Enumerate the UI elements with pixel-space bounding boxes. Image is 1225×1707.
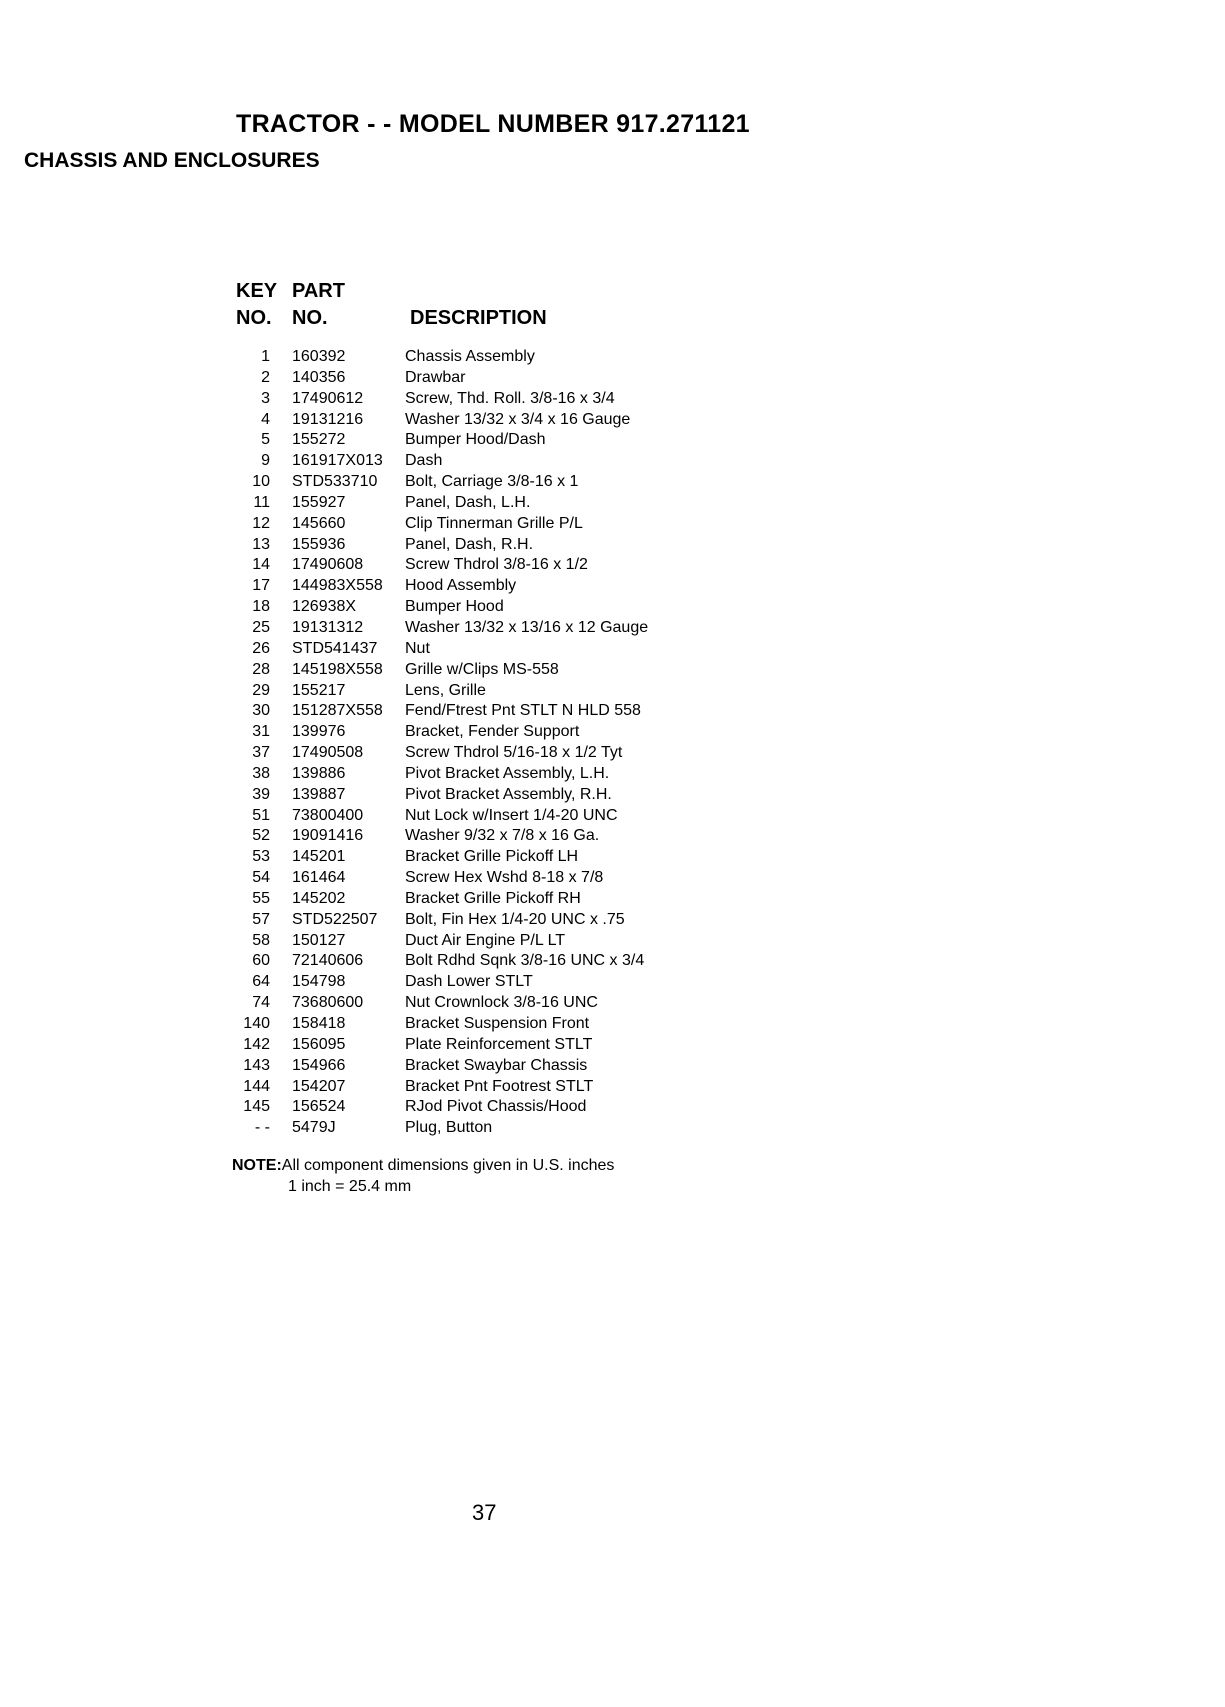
key-no: 3 bbox=[261, 389, 270, 407]
description: Screw Thdrol 5/16-18 x 1/2 Tyt bbox=[405, 744, 623, 762]
key-no: 14 bbox=[252, 556, 270, 574]
part-no: 139976 bbox=[292, 723, 346, 741]
key-no: 26 bbox=[252, 639, 270, 657]
part-no: 161464 bbox=[292, 869, 346, 887]
key-no: 29 bbox=[252, 681, 270, 699]
key-no: 25 bbox=[252, 618, 270, 636]
section-title: CHASSIS AND ENCLOSURES bbox=[24, 149, 320, 172]
description: Bracket, Fender Support bbox=[405, 723, 580, 741]
part-no: 145660 bbox=[292, 514, 346, 532]
description: Drawbar bbox=[405, 368, 466, 386]
part-no: 139886 bbox=[292, 764, 346, 782]
description: Panel, Dash, R.H. bbox=[405, 535, 534, 553]
table-row bbox=[0, 1014, 1225, 1035]
part-no: 73800400 bbox=[292, 806, 364, 824]
part-no: 144983X558 bbox=[292, 577, 383, 595]
key-no: 1 bbox=[261, 348, 270, 365]
column-header-key-line1: KEY bbox=[236, 280, 278, 302]
part-no: 145202 bbox=[292, 889, 346, 907]
part-no: 19131312 bbox=[292, 618, 364, 636]
table-row bbox=[0, 806, 1225, 827]
key-no: 74 bbox=[252, 994, 270, 1012]
key-no: 5 bbox=[261, 431, 270, 449]
key-no: 13 bbox=[252, 535, 270, 553]
table-row bbox=[0, 660, 1225, 681]
part-no: STD533710 bbox=[292, 473, 378, 491]
description: Hood Assembly bbox=[405, 577, 517, 595]
table-row bbox=[0, 681, 1225, 702]
description: Lens, Grille bbox=[405, 681, 486, 699]
description: Bracket Grille Pickoff LH bbox=[405, 848, 579, 866]
key-no: 9 bbox=[261, 452, 270, 470]
key-no: 57 bbox=[252, 910, 270, 928]
part-no: 73680600 bbox=[292, 994, 364, 1012]
table-row bbox=[0, 743, 1225, 764]
key-no: 10 bbox=[252, 473, 270, 491]
part-no: 151287X558 bbox=[292, 702, 383, 720]
part-no: 126938X bbox=[292, 598, 357, 616]
description: Bolt, Fin Hex 1/4-20 UNC x .75 bbox=[405, 910, 625, 928]
key-no: 4 bbox=[261, 410, 270, 428]
key-no: 38 bbox=[252, 764, 270, 782]
part-no: 155217 bbox=[292, 681, 346, 699]
table-row bbox=[0, 451, 1225, 472]
part-no: 155272 bbox=[292, 431, 346, 449]
part-no: 72140606 bbox=[292, 952, 364, 970]
description: Fend/Ftrest Pnt STLT N HLD 558 bbox=[405, 702, 641, 720]
key-no: - - bbox=[254, 1119, 270, 1137]
document-title: TRACTOR - - MODEL NUMBER 917.271121 bbox=[236, 110, 750, 138]
table-row bbox=[0, 722, 1225, 743]
table-row bbox=[0, 493, 1225, 514]
description: Bracket Grille Pickoff RH bbox=[405, 889, 581, 907]
part-no: 155927 bbox=[292, 493, 346, 511]
table-row bbox=[0, 785, 1225, 806]
key-no: 58 bbox=[252, 931, 270, 949]
part-no: 154207 bbox=[292, 1077, 346, 1095]
key-no: 140 bbox=[243, 1015, 270, 1032]
key-no: 60 bbox=[252, 952, 270, 970]
key-no: 143 bbox=[243, 1056, 270, 1074]
table-row bbox=[0, 868, 1225, 889]
description: Bolt, Carriage 3/8-16 x 1 bbox=[405, 473, 579, 491]
key-no: 31 bbox=[252, 723, 270, 741]
table-row bbox=[0, 347, 1225, 368]
description: Screw Thdrol 3/8-16 x 1/2 bbox=[405, 556, 588, 574]
key-no: 30 bbox=[252, 702, 270, 720]
note-text: All component dimensions given in U.S. inches bbox=[281, 1157, 615, 1174]
key-no: 18 bbox=[252, 598, 270, 616]
description: Dash bbox=[405, 452, 443, 470]
key-no: 11 bbox=[253, 493, 270, 511]
part-no: 158418 bbox=[292, 1015, 346, 1032]
description: Bumper Hood bbox=[405, 598, 504, 616]
description: Dash Lower STLT bbox=[405, 973, 533, 991]
table-row bbox=[0, 410, 1225, 431]
note-conversion: 1 inch = 25.4 mm bbox=[288, 1178, 412, 1195]
table-row bbox=[0, 951, 1225, 972]
table-row bbox=[0, 764, 1225, 785]
table-row bbox=[0, 701, 1225, 722]
key-no: 17 bbox=[252, 577, 270, 595]
part-no: 145201 bbox=[292, 848, 346, 866]
description: Nut Crownlock 3/8-16 UNC bbox=[405, 994, 598, 1012]
description: Screw, Thd. Roll. 3/8-16 x 3/4 bbox=[405, 389, 615, 407]
description: Washer 9/32 x 7/8 x 16 Ga. bbox=[405, 827, 600, 845]
description: Chassis Assembly bbox=[405, 348, 535, 365]
key-no: 64 bbox=[252, 973, 270, 991]
column-header-part-line2: NO. bbox=[292, 307, 328, 329]
part-no: 156524 bbox=[292, 1098, 346, 1116]
part-no: 150127 bbox=[292, 931, 346, 949]
key-no: 145 bbox=[243, 1098, 270, 1116]
key-no: 53 bbox=[252, 848, 270, 866]
table-row bbox=[0, 618, 1225, 639]
part-no: 19131216 bbox=[292, 410, 364, 428]
description: Washer 13/32 x 13/16 x 12 Gauge bbox=[405, 618, 649, 636]
column-header-description: DESCRIPTION bbox=[410, 307, 547, 329]
table-row bbox=[0, 555, 1225, 576]
table-row bbox=[0, 535, 1225, 556]
table-row bbox=[0, 576, 1225, 597]
table-row bbox=[0, 931, 1225, 952]
table-row bbox=[0, 389, 1225, 410]
parts-list bbox=[0, 347, 1225, 1139]
key-no: 37 bbox=[252, 744, 270, 762]
description: Bracket Suspension Front bbox=[405, 1015, 590, 1032]
key-no: 52 bbox=[252, 827, 270, 845]
description: Bracket Pnt Footrest STLT bbox=[405, 1077, 594, 1095]
table-row bbox=[0, 1097, 1225, 1118]
description: Bumper Hood/Dash bbox=[405, 431, 546, 449]
table-row bbox=[0, 472, 1225, 493]
table-row bbox=[0, 1077, 1225, 1098]
part-no: 154966 bbox=[292, 1056, 346, 1074]
part-no: 156095 bbox=[292, 1035, 346, 1053]
key-no: 28 bbox=[252, 660, 270, 678]
table-row bbox=[0, 1118, 1225, 1139]
description: RJod Pivot Chassis/Hood bbox=[405, 1098, 587, 1116]
key-no: 2 bbox=[261, 368, 270, 386]
description: Screw Hex Wshd 8-18 x 7/8 bbox=[405, 869, 604, 887]
table-row bbox=[0, 1035, 1225, 1056]
table-row bbox=[0, 993, 1225, 1014]
part-no: 17490612 bbox=[292, 389, 364, 407]
part-no: 155936 bbox=[292, 535, 346, 553]
description: Pivot Bracket Assembly, L.H. bbox=[405, 764, 610, 782]
part-no: 160392 bbox=[292, 348, 346, 365]
description: Washer 13/32 x 3/4 x 16 Gauge bbox=[405, 410, 631, 428]
table-row bbox=[0, 826, 1225, 847]
part-no: 5479J bbox=[292, 1119, 336, 1137]
part-no: 145198X558 bbox=[292, 660, 383, 678]
description: Bracket Swaybar Chassis bbox=[405, 1056, 588, 1074]
page-number: 37 bbox=[472, 1500, 497, 1525]
key-no: 12 bbox=[252, 514, 270, 532]
table-row bbox=[0, 847, 1225, 868]
note-label: NOTE: bbox=[232, 1157, 282, 1174]
description: Bolt Rdhd Sqnk 3/8-16 UNC x 3/4 bbox=[405, 952, 645, 970]
table-row bbox=[0, 972, 1225, 993]
table-row bbox=[0, 514, 1225, 535]
key-no: 39 bbox=[252, 785, 270, 803]
table-row bbox=[0, 910, 1225, 931]
description: Panel, Dash, L.H. bbox=[405, 493, 531, 511]
note bbox=[232, 1157, 614, 1175]
part-no: 140356 bbox=[292, 368, 346, 386]
key-no: 51 bbox=[252, 806, 270, 824]
key-no: 144 bbox=[243, 1077, 270, 1095]
table-row bbox=[0, 639, 1225, 660]
part-no: 154798 bbox=[292, 973, 346, 991]
part-no: STD541437 bbox=[292, 639, 378, 657]
table-row bbox=[0, 597, 1225, 618]
description: Grille w/Clips MS-558 bbox=[405, 660, 559, 678]
table-row bbox=[0, 889, 1225, 910]
part-no: 139887 bbox=[292, 785, 346, 803]
key-no: 54 bbox=[252, 869, 270, 887]
description: Duct Air Engine P/L LT bbox=[405, 931, 566, 949]
key-no: 55 bbox=[252, 889, 270, 907]
table-row bbox=[0, 368, 1225, 389]
description: Clip Tinnerman Grille P/L bbox=[405, 514, 583, 532]
part-no: 19091416 bbox=[292, 827, 364, 845]
part-no: 161917X013 bbox=[292, 452, 383, 470]
table-row bbox=[0, 1056, 1225, 1077]
table-row bbox=[0, 430, 1225, 451]
description: Nut Lock w/Insert 1/4-20 UNC bbox=[405, 806, 618, 824]
column-header-part-line1: PART bbox=[292, 280, 345, 302]
description: Plug, Button bbox=[405, 1119, 493, 1137]
description: Pivot Bracket Assembly, R.H. bbox=[405, 785, 612, 803]
part-no: 17490608 bbox=[292, 556, 364, 574]
description: Nut bbox=[405, 639, 430, 657]
part-no: STD522507 bbox=[292, 910, 378, 928]
column-header-key-line2: NO. bbox=[236, 307, 272, 329]
description: Plate Reinforcement STLT bbox=[405, 1035, 593, 1053]
part-no: 17490508 bbox=[292, 744, 364, 762]
key-no: 142 bbox=[243, 1035, 270, 1053]
